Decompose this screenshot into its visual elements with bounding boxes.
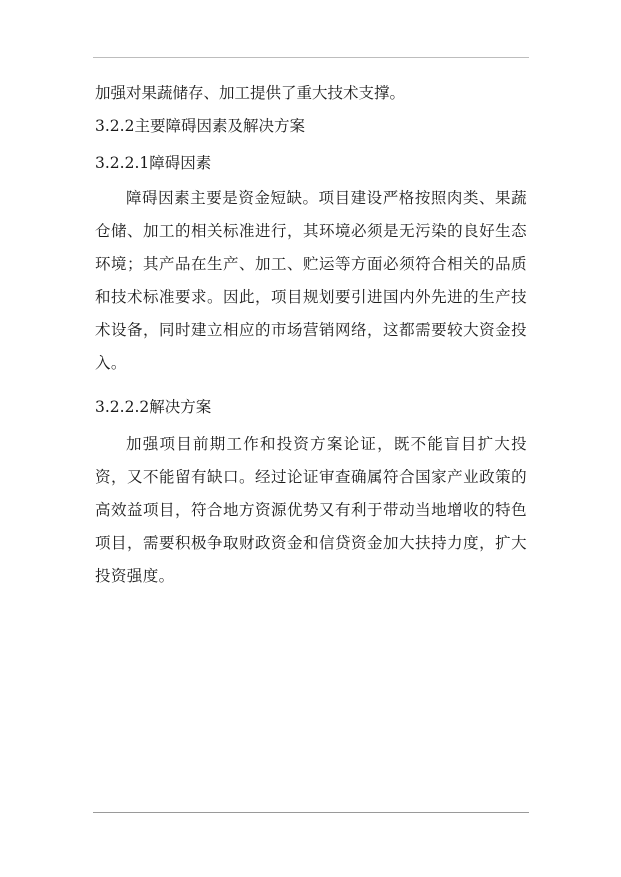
section-heading: 3.2.2主要障碍因素及解决方案	[95, 117, 305, 135]
paragraph-solutions: 加强项目前期工作和投资方案论证，既不能盲目扩大投资，又不能留有缺口。经过论证审查确属符合国家产业政策的高效益项目，符合地方资源优势又有利于带动当地增收的特色项目，需要积极争取财政资金和信贷资金加大扶持力度，扩大投资强度。	[95, 435, 527, 585]
paragraph-obstacles: 障碍因素主要是资金短缺。项目建设严格按照肉类、果蔬仓储、加工的相关标准进行，其环境必须是无污染的良好生态环境；其产品在生产、加工、贮运等方面必须符合相关的品质和技术标准要求。因此，项目规划要引进国内外先进的生产技术设备，同时建立相应的市场营销网络，这都需要较大资金投入。	[95, 189, 527, 372]
continuation-line: 加强对果蔬储存、加工提供了重大技术支撑。	[95, 84, 406, 102]
subsection-heading-solutions: 3.2.2.2解决方案	[95, 398, 212, 416]
subsection-heading-obstacles: 3.2.2.1障碍因素	[95, 154, 212, 172]
header-rule	[93, 57, 529, 58]
page-body	[95, 78, 527, 593]
footer-rule	[93, 812, 529, 813]
